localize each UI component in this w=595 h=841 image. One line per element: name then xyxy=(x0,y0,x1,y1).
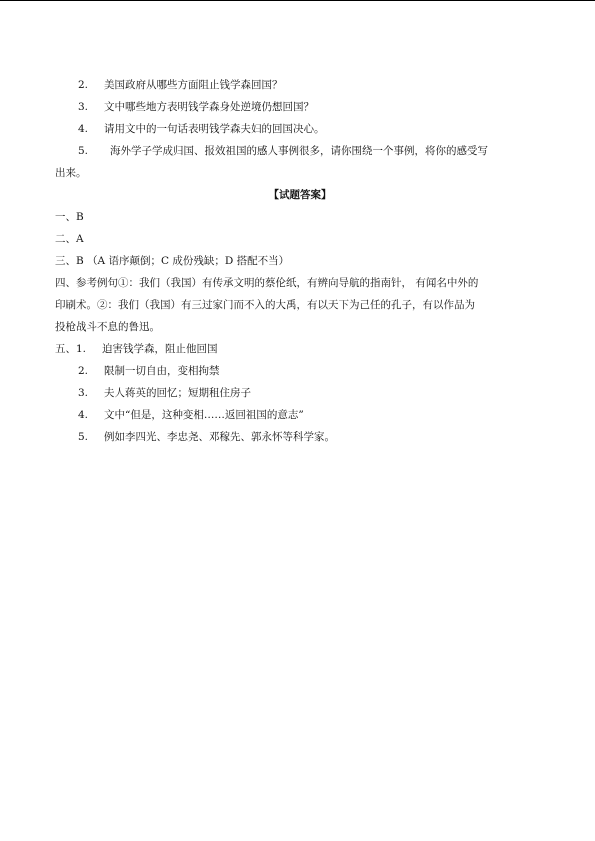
answer-number: 1. xyxy=(76,343,87,355)
answer-three: 三、B （A 语序颠倒；C 成份残缺；D 搭配不当） xyxy=(55,255,290,267)
question-5 xyxy=(55,140,545,162)
question-text: 文中哪些地方表明钱学森身处逆境仍想回国？ xyxy=(104,101,314,113)
question-5-continuation: 出来。 xyxy=(55,167,87,179)
answer-four-line-1: 四、参考例句①：我们（我国）有传承文明的蔡伦纸，有辨向导航的指南针， 有闻名中外的 xyxy=(55,277,479,289)
question-text: 美国政府从哪些方面阻止钱学森回国？ xyxy=(104,79,283,91)
question-number: 3. xyxy=(78,101,89,113)
answer-four-line-2: 印刷术。②：我们（我国）有三过家门而不入的大禹，有以天下为己任的孔子，有以作品为 xyxy=(55,299,475,311)
answer-number: 4. xyxy=(78,409,89,421)
answer-text: 文中“但是，这种变相……返回祖国的意志” xyxy=(104,409,304,421)
question-number: 5. xyxy=(78,145,89,157)
answer-one: 一、B xyxy=(55,211,84,223)
answer-text: 夫人蒋英的回忆；短期租住房子 xyxy=(104,387,251,399)
answer-text: 迫害钱学森，阻止他回国 xyxy=(102,343,218,355)
document-page xyxy=(55,74,545,448)
page-top-border xyxy=(0,0,595,1)
question-4 xyxy=(55,118,545,140)
answer-number: 2. xyxy=(78,365,89,377)
answer-two: 二、A xyxy=(55,233,84,245)
answer-five-4 xyxy=(55,404,545,426)
question-text: 请用文中的一句话表明钱学森夫妇的回国决心。 xyxy=(104,123,325,135)
answer-five-prefix: 五、 xyxy=(55,343,76,355)
answer-four-line-3: 投枪战斗不息的鲁迅。 xyxy=(55,321,160,333)
question-2 xyxy=(55,74,545,96)
answer-five-5 xyxy=(55,426,545,448)
answer-five-2 xyxy=(55,360,545,382)
question-number: 4. xyxy=(78,123,89,135)
answers-title: 【试题答案】 xyxy=(268,189,332,201)
answer-five-3 xyxy=(55,382,545,404)
answer-text: 限制一切自由，变相拘禁 xyxy=(104,365,220,377)
answer-text: 例如李四光、李忠尧、邓稼先、郭永怀等科学家。 xyxy=(104,431,335,443)
answer-five-1 xyxy=(55,338,545,360)
question-text: 海外学子学成归国、报效祖国的感人事例很多，请你围绕一个事例，将你的感受写 xyxy=(110,145,488,157)
question-number: 2. xyxy=(78,79,89,91)
question-3 xyxy=(55,96,545,118)
answer-number: 3. xyxy=(78,387,89,399)
answer-number: 5. xyxy=(78,431,89,443)
